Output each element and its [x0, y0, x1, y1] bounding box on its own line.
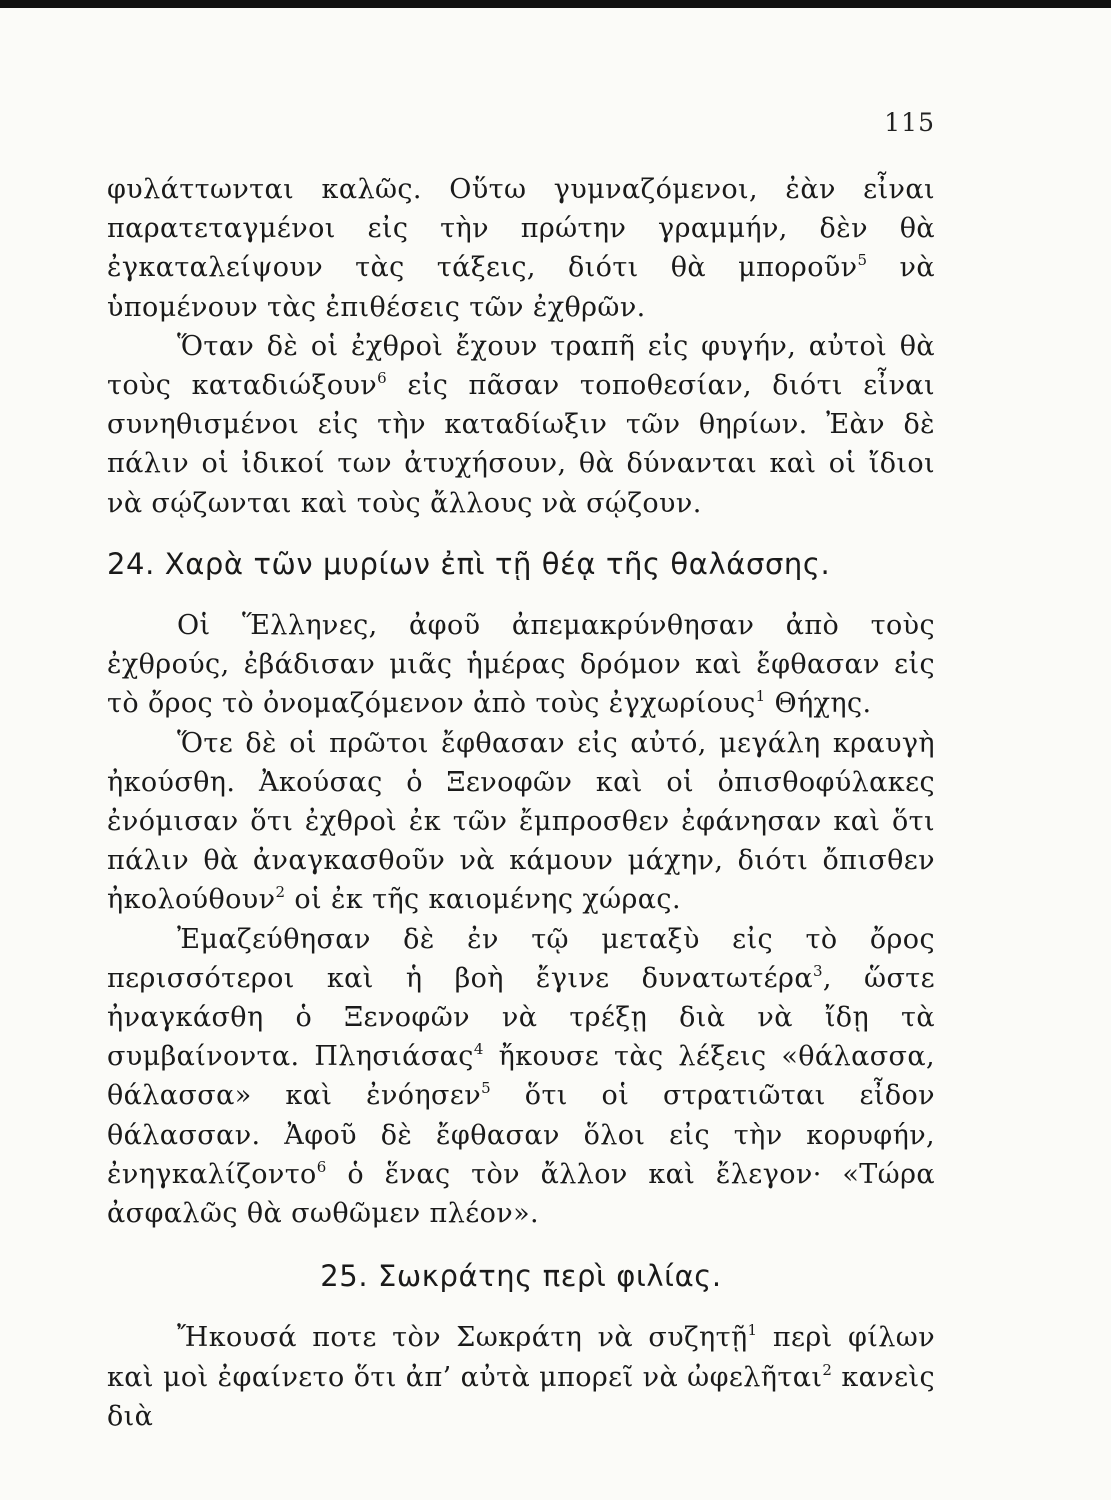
section-25-heading: 25. Σωκράτης περὶ φιλίας.	[320, 1259, 722, 1294]
footnote-marker: 4	[473, 1040, 484, 1059]
section-24-paragraph-2: Ὅτε δὲ οἱ πρῶτοι ἔφθασαν εἰς αὐτό, μεγάλη κραυγὴ ἠκούσθη. Ἀκούσας ὁ Ξενοφῶν καὶ οἱ ὀπισθοφύλακες ἐνόμισαν ὅτι ἐχθροὶ ἐκ τῶν ἔμπροσθεν ἐφάνησαν καὶ ὅτι πάλιν θὰ ἀναγκασθοῦν νὰ κάμουν μάχην, διότι ὄπισθεν ἠκολούθουν$^2$ οἱ ἐκ τῆς καιομένης χώρας.	[107, 727, 935, 916]
section-24-paragraph-3: Ἐμαζεύθησαν δὲ ἐν τῷ μεταξὺ εἰς τὸ ὄρος περισσότεροι καὶ ἡ βοὴ ἔγινε δυνατωτέρα$^3$, ὥστε ἠναγκάσθη ὁ Ξενοφῶν νὰ τρέξῃ διὰ νὰ ἴδῃ τὰ συμβαίνοντα. Πλησιάσας$^4$ ἤκουσε τὰς λέξεις «θάλασσα, θάλασσα» καὶ ἐνόησεν$^5$ ὅτι οἱ στρατιῶται εἶδον θάλασσαν. Ἀφοῦ δὲ ἔφθασαν ὅλοι εἰς τὴν κορυφήν, ἐνηγκαλίζοντο$^6$ ὁ ἕνας τὸν ἄλλον καὶ ἔλεγον· «Τώρα ἀσφαλῶς θὰ σωθῶμεν πλέον».	[107, 923, 935, 1230]
footnote-marker: 5	[481, 1079, 492, 1098]
footnote-marker: 1	[747, 1321, 758, 1340]
section-24-paragraph-1: Οἱ Ἕλληνες, ἀφοῦ ἀπεμακρύνθησαν ἀπὸ τοὺς ἐχθρούς, ἐβάδισαν μιᾶς ἡμέρας δρόμον καὶ ἔφθασαν εἰς τὸ ὄρος τὸ ὀνομαζόμενον ἀπὸ τοὺς ἐγχωρίους$^1$ Θήχης.	[107, 610, 935, 720]
page-number: 115	[884, 108, 935, 137]
section-25-paragraph-1: Ἤκουσά ποτε τὸν Σωκράτη νὰ συζητῇ$^1$ περὶ φίλων καὶ μοὶ ἐφαίνετο ὅτι ἀπ’ αὐτὰ μπορεῖ νὰ ὠφελῆται$^2$ κανεὶς διὰ	[107, 1321, 936, 1432]
paragraph-hotan: Ὅταν δὲ οἱ ἐχθροὶ ἔχουν τραπῆ εἰς φυγήν, αὐτοὶ θὰ τοὺς καταδιώξουν$^6$ εἰς πᾶσαν τοποθεσίαν, διότι εἶναι συνηθισμένοι εἰς τὴν καταδίωξιν τῶν θηρίων. Ἐὰν δὲ πάλιν οἱ ἰδικοί των ἀτυχήσουν, θὰ δύνανται καὶ οἱ ἴδιοι νὰ σῴζωνται καὶ τοὺς ἄλλους νὰ σῴζουν.	[107, 330, 936, 519]
footnote-marker: 1	[755, 687, 766, 706]
footnote-marker: 2	[275, 883, 286, 902]
top-scan-border	[0, 0, 1111, 8]
continuation-paragraph: φυλάττωνται καλῶς. Οὕτω γυμναζόμενοι, ἐὰν εἶναι παρατεταγμένοι εἰς τὴν πρώτην γραμμήν, δὲν θὰ ἐγκαταλείψουν τὰς τάξεις, διότι θὰ μποροῦν$^5$ νὰ ὑπομένουν τὰς ἐπιθέσεις τῶν ἐχθρῶν.	[107, 174, 936, 323]
footnote-marker: 6	[377, 369, 388, 388]
footnote-marker: 6	[316, 1157, 327, 1176]
footnote-marker: 3	[812, 961, 823, 980]
footnote-marker: 2	[822, 1360, 833, 1379]
section-24-heading: 24. Χαρὰ τῶν μυρίων ἐπὶ τῇ θέᾳ τῆς θαλάσσης.	[107, 546, 831, 581]
footnote-marker: 5	[857, 251, 868, 270]
page-body	[107, 170, 935, 1436]
